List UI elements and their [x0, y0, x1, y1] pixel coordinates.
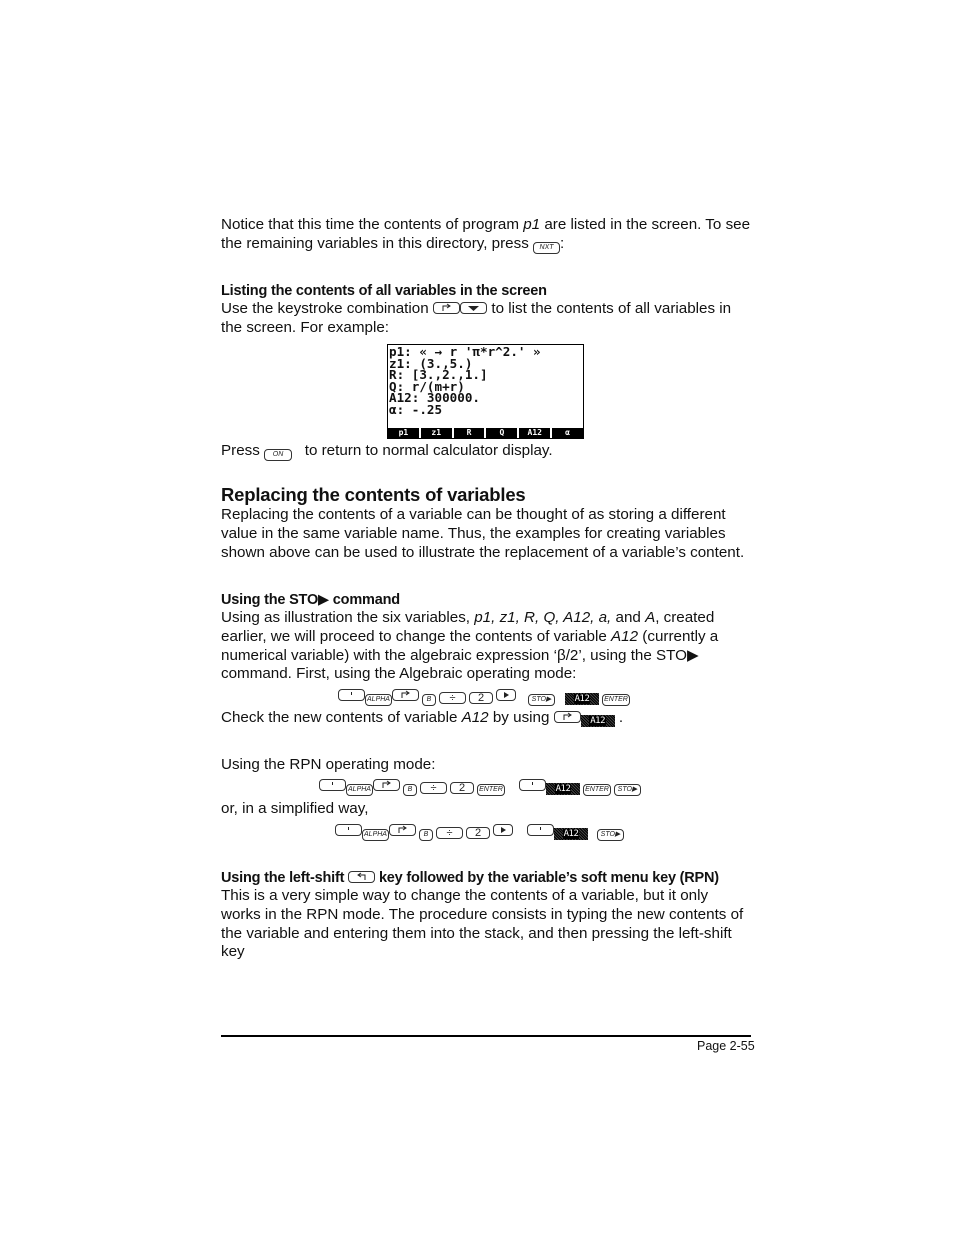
footer-rule [221, 1035, 751, 1037]
check-line [221, 709, 751, 728]
soft-menu-key-p1[interactable]: p1 [388, 428, 419, 438]
screen-line-p1: p1: « → r 'π*r^2.' » [389, 344, 541, 359]
screen-line-r: R: [3.,2.,1.] [389, 367, 488, 383]
alpha-key: ALPHA [362, 829, 389, 841]
right-shift-key [392, 689, 419, 701]
sto-key: STO▶ [597, 829, 624, 841]
press-on-text-b: to return to normal calculator display. [300, 442, 553, 459]
soft-menu-key-z1[interactable]: z1 [421, 428, 452, 438]
soft-menu-bar [388, 428, 583, 438]
enter-key: ENTER [477, 784, 505, 796]
alpha-key: ALPHA [365, 694, 392, 706]
b-key: B [422, 694, 436, 706]
rpn-intro: Using the RPN operating mode: [221, 756, 436, 773]
sto-paragraph [221, 609, 751, 684]
variable-a: A [645, 609, 656, 626]
sto-key: STO▶ [528, 694, 555, 706]
soft-key-a12-label: A12 [574, 694, 590, 704]
program-name-p1: p1 [523, 216, 541, 233]
listing-text-a: Use the keystroke combination [221, 300, 433, 317]
enter-key: ENTER [583, 784, 611, 796]
screen-line-z1: z1: (3.,5.) [389, 355, 473, 371]
right-shift-key [554, 711, 581, 723]
press-on-line [221, 442, 751, 461]
right-shift-key [389, 824, 416, 836]
on-key: ON [264, 449, 292, 461]
two-key: 2 [469, 692, 493, 704]
alpha-key: ALPHA [346, 784, 373, 796]
soft-key-a12-label: A12 [590, 716, 606, 726]
enter-key: ENTER [602, 694, 630, 706]
variable-a12: A12 [611, 627, 639, 645]
page-number: Page 2-55 [697, 1039, 755, 1053]
quote-key [519, 779, 546, 791]
right-shift-key [433, 302, 460, 314]
down-arrow-key [460, 302, 487, 314]
simplified-key-sequence [335, 824, 627, 838]
divide-key: ÷ [439, 692, 466, 704]
soft-key-a12 [546, 783, 580, 795]
left-shift-key [348, 871, 375, 883]
nxt-key: NXT [533, 242, 560, 254]
sto-text-d: (currently a numerical variable) with the algebraic expression ‘β/2’, using the STO▶ command. First, using the Algebraic operating mode: [221, 627, 719, 683]
right-shift-key [373, 779, 400, 791]
listing-paragraph [221, 300, 751, 338]
replacing-paragraph: Replacing the contents of a variable can be thought of as storing a different value in the same variable name. Thus, the examples for creating variables shown above can be used to illustrate the replacement of a variable’s content. [221, 506, 745, 561]
soft-menu-key-alpha[interactable]: α [552, 428, 583, 438]
two-key: 2 [450, 782, 474, 794]
soft-key-a12 [565, 693, 599, 705]
divide-key: ÷ [436, 827, 463, 839]
soft-menu-key-q[interactable]: Q [486, 428, 517, 438]
quote-key [527, 824, 554, 836]
variable-list: p1, z1, R, Q, A12, a, [474, 609, 612, 626]
divide-key: ÷ [420, 782, 447, 794]
sto-text-a: Using as illustration the six variables, [221, 609, 475, 626]
sto-key: STO▶ [614, 784, 641, 796]
screen-line-a12: A12: 300000. [389, 390, 480, 406]
soft-key-a12-label: A12 [563, 829, 579, 839]
right-arrow-key [493, 824, 513, 836]
algebraic-key-sequence [338, 689, 633, 703]
left-shift-paragraph: This is a very simple way to change the contents of a variable, but it only works in the RPN mode. The procedure consists in typing the new contents of the variable and entering them into the stack, and then pressing the left-shift key [221, 887, 744, 961]
section-heading-left-shift [221, 870, 719, 886]
soft-key-a12 [554, 828, 588, 840]
section-heading-sto: Using the STO▶ command [221, 592, 400, 608]
quote-key [338, 689, 365, 701]
intro-paragraph [221, 216, 751, 254]
left-shift-heading-b: key followed by the variable’s soft menu key (RPN) [375, 870, 719, 886]
check-text-b: by using [488, 709, 554, 726]
soft-key-a12-label: A12 [555, 784, 571, 794]
soft-menu-key-r[interactable]: R [454, 428, 485, 438]
check-text-a: Check the new contents of variable [221, 709, 462, 726]
intro-text-b: are listed in the screen. To see the remaining variables in this directory, press [221, 216, 751, 252]
soft-menu-key-a12[interactable]: A12 [519, 428, 550, 438]
simplified-intro: or, in a simplified way, [221, 800, 369, 817]
sto-text-b: and [611, 609, 646, 626]
intro-text-a: Notice that this time the contents of program [221, 216, 524, 233]
sto-text-c: , created earlier, we will proceed to change the contents of variable [221, 609, 715, 645]
quote-key [319, 779, 346, 791]
right-arrow-key [496, 689, 516, 701]
check-text-c: . [614, 709, 624, 726]
calculator-screen [387, 344, 584, 439]
screen-line-alpha: α: -.25 [389, 401, 443, 417]
rpn-key-sequence [319, 779, 644, 793]
intro-text-c: : [560, 234, 565, 252]
quote-key [335, 824, 362, 836]
screen-line-q: Q: r/(m+r) [389, 378, 465, 394]
listing-text-b: to list the contents of all variables in the screen. For example: [221, 300, 732, 336]
press-on-text-a: Press [221, 442, 265, 459]
b-key: B [419, 829, 433, 841]
soft-key-a12 [581, 715, 615, 727]
b-key: B [403, 784, 417, 796]
left-shift-heading-a: Using the left-shift [221, 870, 349, 886]
calculator-screen-lines [389, 346, 541, 416]
two-key: 2 [466, 827, 490, 839]
section-heading-listing: Listing the contents of all variables in the screen [221, 283, 547, 299]
check-variable-a12: A12 [461, 709, 489, 726]
section-heading-replacing: Replacing the contents of variables [221, 484, 526, 505]
